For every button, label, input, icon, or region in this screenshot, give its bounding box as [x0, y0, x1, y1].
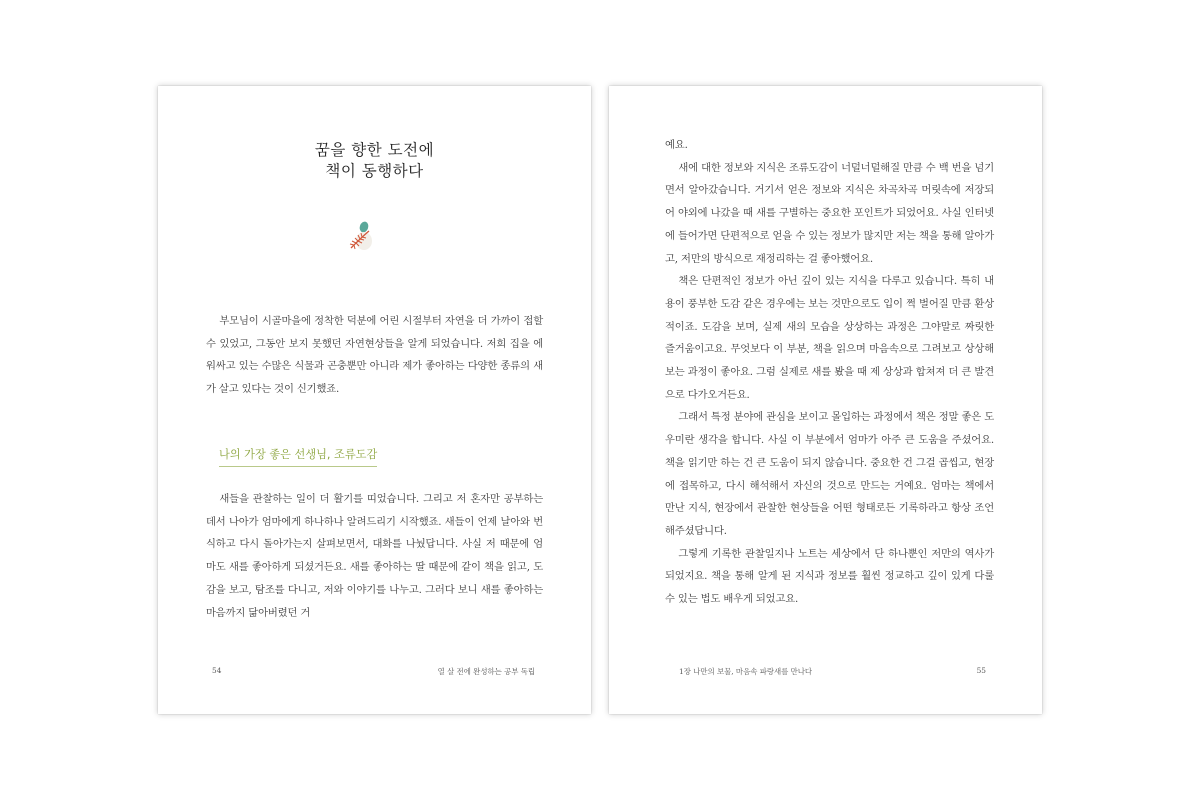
section-paragraph: 새들을 관찰하는 일이 더 활기를 띠었습니다. 그리고 저 혼자만 공부하는 데서 나아가 엄마에게 하나하나 알려드리기 시작했죠. 새들이 언제 날아와 번식하고 다시 돌아가는지 살펴보면서, 대화를 나눴답니다. 사실 저 때문에 엄마도 새를 좋아하게 되셨거든요. 새를 좋아하는 딸 때문에 같이 책을 읽고, 도감을 보고, 탐조를 다니고, 저와 이야기를 나누고. 그러다 보니 새를 좋아하는 마음까지 닮아버렸던 거: [206, 493, 543, 619]
page-number: 54: [212, 666, 222, 675]
intro-paragraph-block: [206, 310, 543, 401]
paragraph: 새에 대한 정보와 지식은 조류도감이 너덜너덜해질 만큼 수 백 번을 넘기면서 알아갔습니다. 거기서 얻은 정보와 지식은 차곡차곡 머릿속에 저장되어 야외에 나갔을 때 새를 구별하는 중요한 포인트가 되었어요. 사실 인터넷에 들어가면 단편적으로 얻을 수 있는 정보가 많지만 저는 책을 통해 알아가고, 저만의 방식으로 재정리하는 걸 좋아했어요.: [665, 161, 994, 265]
chapter-title-line2: 책이 동행하다: [325, 162, 424, 180]
chapter-title-line1: 꿈을 향한 도전에: [314, 141, 435, 159]
running-title: 열 살 전에 완성하는 공부 독립: [437, 667, 535, 676]
paragraph: 책은 단편적인 정보가 아닌 깊이 있는 지식을 다루고 있습니다. 특히 내용이 풍부한 도감 같은 경우에는 보는 것만으로도 입이 쩍 벌어질 만큼 환상적이죠. 도감을 보며, 실제 새의 모습을 상상하는 과정은 그야말로 짜릿한 즐거움이고요. 무엇보다 이 부분, 책을 읽으며 마음속으로 그려보고 상상해보는 과정이 좋아요. 그럼 실제로 새를 봤을 때 제 상상과 합쳐져 더 큰 발견으로 다가오거든요.: [665, 275, 994, 401]
intro-paragraph: 부모님이 시골마을에 정착한 덕분에 어린 시절부터 자연을 더 가까이 접할 수 있었고, 그동안 보지 못했던 자연현상들을 알게 되었습니다. 저희 집을 에워싸고 있는 수많은 식물과 곤충뿐만 아니라 제가 좋아하는 다양한 종류의 새가 살고 있다는 것이 신기했죠.: [206, 315, 543, 396]
left-page: [158, 86, 591, 714]
paragraph: 예요.: [665, 139, 688, 151]
running-title: 1장 나만의 보물, 마음속 파랑새를 만나다: [679, 667, 813, 676]
section-paragraph-block: [206, 488, 543, 624]
right-page: [609, 86, 1042, 714]
page-number: 55: [976, 666, 986, 675]
chapter-title: [158, 140, 591, 182]
right-body-text: [665, 134, 994, 611]
leaf-branch-icon: [344, 218, 378, 254]
paragraph: 그래서 특정 분야에 관심을 보이고 몰입하는 과정에서 책은 정말 좋은 도우미란 생각을 합니다. 사실 이 부분에서 엄마가 아주 큰 도움을 주셨어요. 책을 읽기만 하는 건 큰 도움이 되지 않습니다. 중요한 건 그걸 곱씹고, 현장에 접목하고, 다시 해석해서 자신의 것으로 만드는 거예요. 엄마는 책에서 만난 지식, 현장에서 관찰한 현상들을 어떤 형태로든 기록하라고 항상 조언해주셨답니다.: [665, 411, 994, 537]
section-heading: 나의 가장 좋은 선생님, 조류도감: [219, 446, 377, 467]
paragraph: 그렇게 기록한 관찰일지나 노트는 세상에서 단 하나뿐인 저만의 역사가 되었지요. 책을 통해 알게 된 지식과 정보를 훨씬 정교하고 깊이 있게 다룰 수 있는 법도 배우게 되었고요.: [665, 547, 994, 606]
